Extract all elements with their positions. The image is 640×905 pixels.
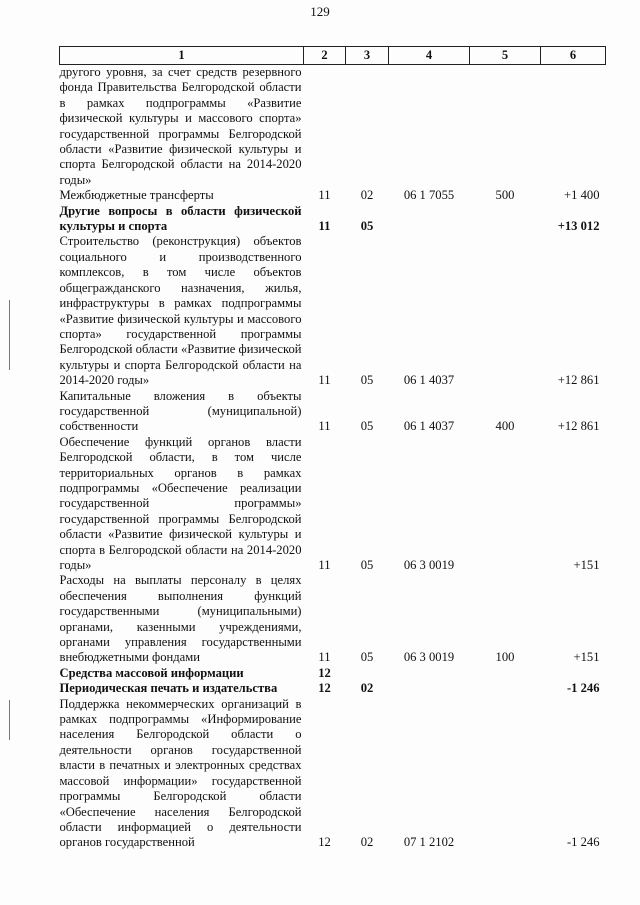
row-name: Поддержка некоммерческих организаций в рамках подпрограммы «Информирование населения Белгородской области о деятельности органов государственной власти в печатных и электронных средствах массовой информации» государственной программы Белгородской области «Обеспечение населения Белгородской области информацией о деятельности органов государственной — [59, 696, 302, 850]
row-target-code: 06 1 7055 — [403, 188, 455, 203]
table-row — [60, 188, 606, 203]
row-expense-type — [470, 204, 541, 235]
row-name: Расходы на выплаты персоналу в целях обеспечения выполнения функций государственными (муниципальными) органами, казенными учреждениями, органами управления государственными внебюджетными фондами — [59, 573, 302, 665]
row-section: 11 — [318, 219, 331, 234]
row-subsection — [346, 666, 389, 681]
row-subsection — [346, 65, 389, 189]
row-subsection: 02 — [360, 188, 374, 203]
row-expense-type — [470, 65, 541, 189]
scan-margin-mark — [9, 700, 10, 740]
row-section: 12 — [318, 835, 331, 850]
row-target-code: 07 1 2102 — [403, 835, 455, 850]
row-subsection: 02 — [360, 681, 374, 696]
row-target-code: 06 1 4037 — [403, 419, 455, 434]
table-row — [60, 234, 606, 388]
table-row — [60, 435, 606, 574]
row-subsection: 05 — [360, 219, 374, 234]
row-expense-type: 500 — [495, 188, 515, 203]
header-col-4: 4 — [389, 47, 470, 65]
table-row — [60, 573, 606, 665]
row-name: другого уровня, за счет средств резервного фонда Правительства Белгородской области в рамках подпрограммы «Развитие физической культуры и массового спорта» государственной программы Белгородской области «Развитие физической культуры и спорта Белгородской области на 2014-2020 годы» — [59, 65, 302, 187]
row-target-code — [389, 666, 470, 681]
row-name: Периодическая печать и издательства — [59, 681, 278, 696]
header-row — [60, 47, 606, 65]
row-name: Капитальные вложения в объекты государственной (муниципальной) собственности — [59, 388, 302, 434]
row-expense-type: 400 — [495, 419, 515, 434]
row-target-code: 06 1 4037 — [403, 373, 455, 388]
row-section: 11 — [318, 650, 331, 665]
row-section: 11 — [318, 419, 331, 434]
table-row — [60, 666, 606, 681]
row-section: 12 — [318, 665, 331, 680]
row-amount: -1 246 — [566, 681, 600, 696]
row-subsection: 02 — [360, 835, 374, 850]
table-row — [60, 204, 606, 235]
page-number: 129 — [310, 4, 330, 19]
row-amount: -1 246 — [566, 835, 600, 850]
row-target-code — [389, 65, 470, 189]
row-expense-type — [470, 697, 541, 851]
row-amount: +151 — [573, 650, 600, 665]
row-amount: +1 400 — [564, 188, 600, 203]
row-target-code — [389, 681, 470, 696]
row-section: 11 — [318, 188, 331, 203]
header-col-6: 6 — [541, 47, 606, 65]
row-subsection: 05 — [360, 373, 374, 388]
row-expense-type — [470, 234, 541, 388]
row-subsection: 05 — [360, 419, 374, 434]
row-expense-type — [470, 681, 541, 696]
row-section: 12 — [318, 681, 331, 696]
table-row — [60, 681, 606, 696]
row-name: Обеспечение функций органов власти Белгородской области, в том числе территориальных органов в рамках подпрограммы «Обеспечение реализации государственной программы» государственной программы Белгородской области «Развитие физической культуры и спорта в Белгородской области на 2014-2020 годы» — [59, 434, 302, 572]
table-row — [60, 65, 606, 189]
row-expense-type — [470, 435, 541, 574]
row-name: Межбюджетные трансферты — [59, 188, 214, 203]
budget-table — [59, 46, 606, 851]
row-subsection: 05 — [360, 650, 374, 665]
row-expense-type — [470, 666, 541, 681]
table-row — [60, 389, 606, 435]
budget-table-container — [59, 46, 605, 851]
row-target-code — [389, 204, 470, 235]
row-amount: +12 861 — [557, 419, 600, 434]
row-section: 11 — [318, 373, 331, 388]
row-name: Строительство (реконструкция) объектов социального и производственного комплексов, в том числе объектов общегражданского назначения, жилья, инфраструктуры в рамках подпрограммы «Развитие физической культуры и массового спорта» государственной программы Белгородской области «Развитие физической культуры и спорта Белгородской области на 2014-2020 годы» — [59, 234, 302, 388]
row-amount — [541, 666, 606, 681]
header-col-3: 3 — [346, 47, 389, 65]
row-subsection: 05 — [360, 558, 374, 572]
row-target-code: 06 3 0019 — [403, 558, 455, 572]
header-col-5: 5 — [470, 47, 541, 65]
row-name: Средства массовой информации — [59, 665, 244, 680]
row-amount: +151 — [573, 558, 600, 572]
row-amount — [541, 65, 606, 189]
header-col-2: 2 — [304, 47, 346, 65]
header-col-1: 1 — [60, 47, 304, 65]
row-expense-type: 100 — [495, 650, 515, 665]
row-section: 11 — [318, 558, 331, 572]
row-amount: +12 861 — [557, 373, 600, 388]
row-name: Другие вопросы в области физической культуры и спорта — [59, 203, 302, 234]
scan-margin-mark — [9, 300, 10, 370]
row-target-code: 06 3 0019 — [403, 650, 455, 665]
table-row — [60, 697, 606, 851]
row-section — [304, 65, 346, 189]
row-amount: +13 012 — [557, 219, 600, 234]
